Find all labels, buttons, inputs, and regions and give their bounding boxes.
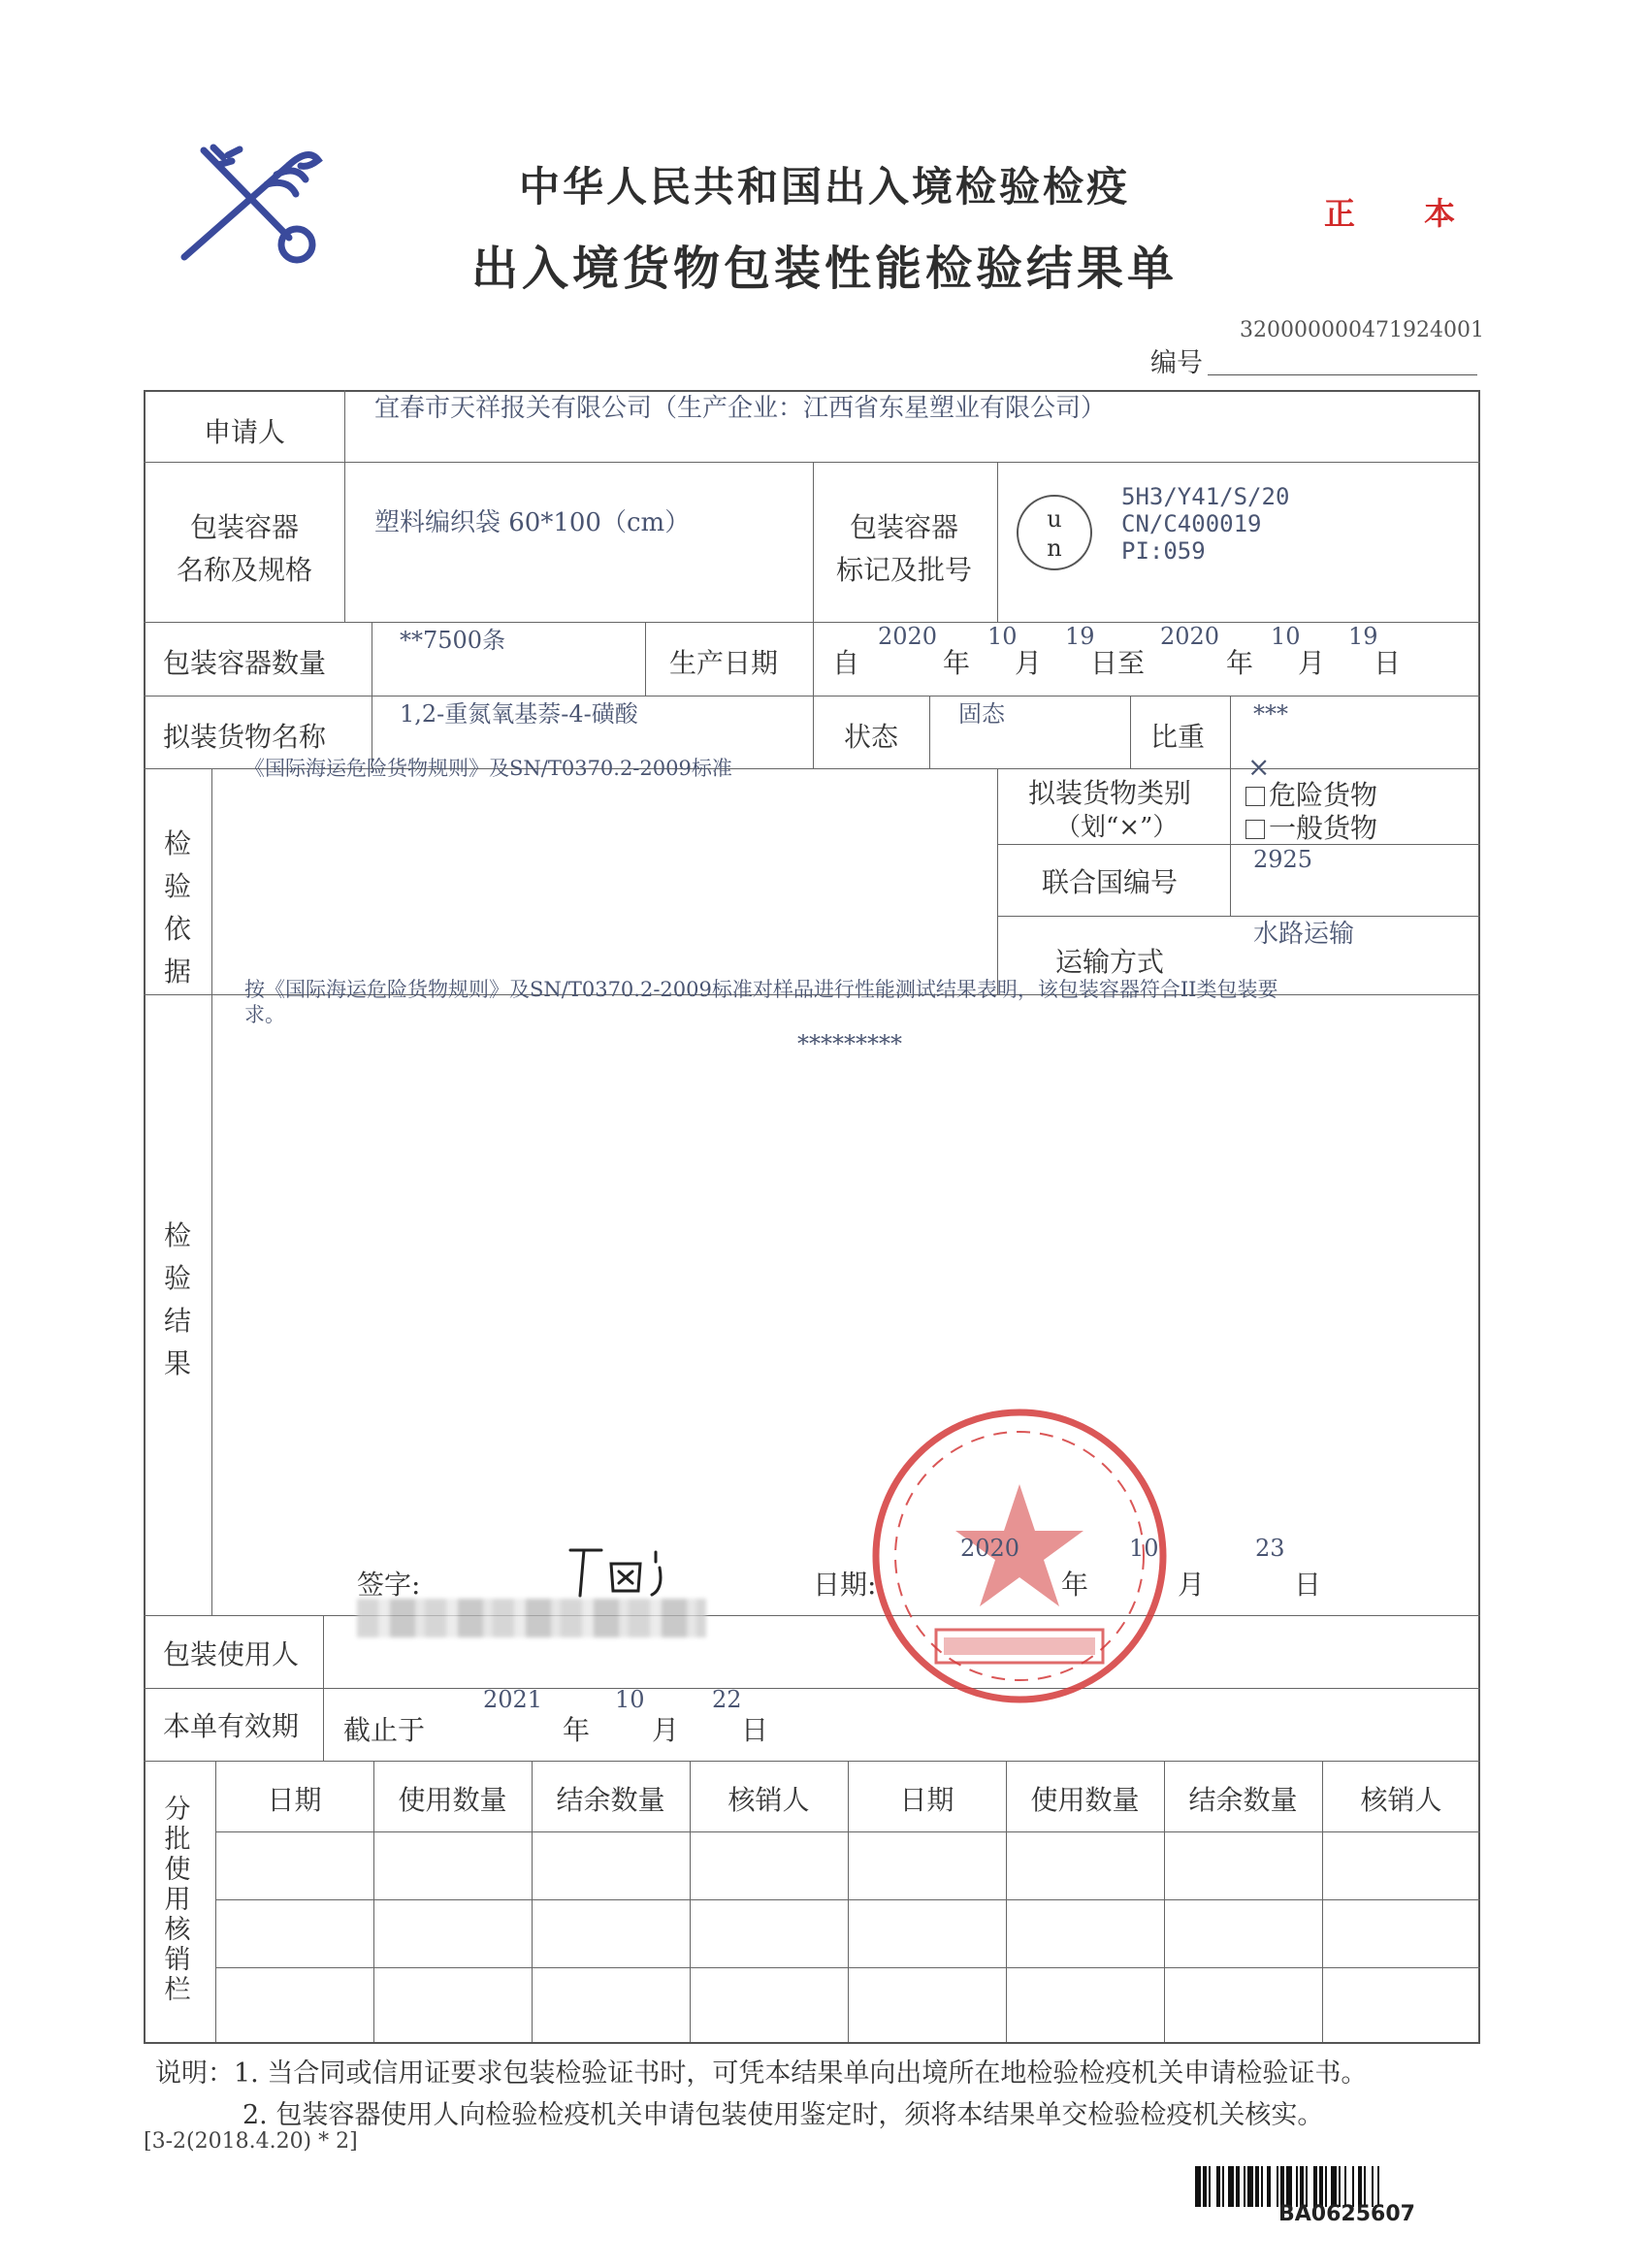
barcode-number: BA0625607 — [1278, 2202, 1415, 2226]
container-name-label-1: 包装容器 — [190, 511, 300, 543]
from-year-char: 年 — [943, 647, 971, 679]
sign-month-char: 月 — [1178, 1569, 1206, 1601]
gravity-value: *** — [1253, 700, 1288, 728]
batch-header-cell: 结余数量 — [1188, 1784, 1298, 1816]
document-code: [3-2(2018.4.20) * 2] — [144, 2129, 358, 2154]
transport-label: 运输方式 — [1055, 946, 1165, 978]
container-name-label-2: 名称及规格 — [177, 554, 313, 586]
from-year: 2020 — [878, 623, 938, 650]
validity-prefix: 截止于 — [343, 1714, 426, 1746]
col-divider — [929, 696, 930, 768]
result-label: 检验结果 — [163, 1219, 191, 1379]
valid-year-char: 年 — [563, 1714, 591, 1746]
serial-number: 320000000471924001 — [1240, 318, 1484, 342]
batch-header-cell: 使用数量 — [1030, 1784, 1140, 1816]
col-divider — [1230, 768, 1231, 916]
valid-month-char: 月 — [652, 1714, 680, 1746]
batch-label: 分批使用核销栏 — [164, 1795, 191, 2005]
row-divider — [144, 696, 1480, 697]
note2-text: 2. 包装容器使用人向检验检疫机关申请包装使用鉴定时，须将本结果单交检验检疫机关核实。 — [242, 2100, 1324, 2130]
goods-name-label: 拟装货物名称 — [163, 721, 327, 753]
batch-header-cell: 结余数量 — [556, 1784, 665, 1816]
original-mark: 正 本 — [1324, 195, 1485, 232]
valid-day-char: 日 — [741, 1714, 769, 1746]
to-day: 19 — [1348, 623, 1378, 650]
col-divider — [997, 462, 998, 622]
mark-line1: 5H3/Y41/S/20 — [1121, 483, 1290, 510]
result-line1: 按《国际海运危险货物规则》及SN/T0370.2-2009标准对样品进行性能测试结果表明，该包装容器符合II类包装要 — [244, 978, 1278, 1001]
un-mark-symbol — [1017, 495, 1092, 570]
row-divider — [144, 1615, 1480, 1616]
valid-year: 2021 — [483, 1686, 543, 1713]
batch-header-cell: 使用数量 — [398, 1784, 507, 1816]
barcode — [1195, 2166, 1486, 2207]
row-divider — [997, 844, 1480, 845]
applicant-value: 宜春市天祥报关有限公司（生产企业：江西省东星塑业有限公司） — [374, 394, 1107, 423]
batch-header-cell: 核销人 — [1360, 1784, 1442, 1816]
from-day: 19 — [1065, 623, 1095, 650]
from-month-char: 月 — [1015, 647, 1043, 679]
sign-label: 签字: — [357, 1569, 421, 1601]
un-mark-bottom: n — [1047, 535, 1062, 562]
state-value: 固态 — [958, 700, 1005, 728]
col-divider — [813, 462, 814, 622]
to-month: 10 — [1271, 623, 1301, 650]
sign-year: 2020 — [960, 1535, 1020, 1562]
signature-scribble — [563, 1542, 718, 1601]
category-label-2: （划“×”） — [1055, 813, 1179, 842]
row-divider — [144, 1688, 1480, 1689]
applicant-label: 申请人 — [204, 416, 286, 448]
col-divider — [323, 1615, 324, 1761]
container-name-value: 塑料编织袋 60*100（cm） — [374, 508, 691, 537]
result-line2: 求。 — [244, 1003, 285, 1026]
col-divider — [211, 768, 212, 1615]
row-divider — [997, 916, 1480, 917]
state-label: 状态 — [844, 721, 899, 753]
col-divider — [813, 696, 814, 768]
serial-underline — [1208, 374, 1477, 375]
redacted-user-info — [357, 1599, 706, 1637]
from-month: 10 — [987, 623, 1018, 650]
mark-line3: PI:059 — [1121, 537, 1206, 565]
basis-value: 《国际海运危险货物规则》及SN/T0370.2-2009标准 — [244, 757, 732, 780]
to-year: 2020 — [1160, 623, 1220, 650]
date-from-label: 自 — [832, 647, 860, 679]
col-divider — [344, 390, 345, 622]
sign-day-char: 日 — [1294, 1569, 1322, 1601]
col-divider — [1130, 696, 1131, 768]
un-mark-top: u — [1047, 505, 1062, 533]
header-title-line2: 出入境货物包装性能检验结果单 — [470, 242, 1178, 296]
category-dangerous-label: 危险货物 — [1269, 779, 1378, 811]
barcode-bar — [1379, 2166, 1383, 2207]
container-mark-label-1: 包装容器 — [850, 511, 959, 543]
row-divider — [144, 1761, 1480, 1762]
result-stars: ********* — [797, 1030, 902, 1057]
validity-label: 本单有效期 — [163, 1710, 300, 1742]
category-mark: × — [1247, 751, 1271, 783]
serial-label: 编号 — [1150, 348, 1203, 378]
category-label-1: 拟装货物类别 — [1028, 777, 1192, 809]
container-mark-label-2: 标记及批号 — [836, 554, 973, 586]
dangerous-checkbox[interactable] — [1245, 787, 1265, 806]
category-general-option[interactable] — [1245, 807, 1377, 846]
valid-month: 10 — [615, 1686, 645, 1713]
valid-day: 22 — [712, 1686, 742, 1713]
col-divider — [813, 622, 814, 696]
col-divider — [645, 622, 646, 696]
col-divider — [997, 768, 998, 994]
goods-name-value: 1,2-重氮氧基萘-4-磺酸 — [400, 700, 638, 728]
quantity-label: 包装容器数量 — [163, 647, 327, 679]
sign-month: 10 — [1129, 1535, 1159, 1562]
basis-label: 检验依据 — [163, 827, 191, 988]
to-month-char: 月 — [1298, 647, 1326, 679]
mark-line2: CN/C400019 — [1121, 510, 1262, 537]
sign-year-char: 年 — [1061, 1569, 1089, 1601]
batch-header-cell: 核销人 — [728, 1784, 810, 1816]
to-year-char: 年 — [1226, 647, 1254, 679]
to-day-char: 日 — [1374, 647, 1402, 679]
notes-prefix: 说明： — [155, 2058, 234, 2089]
day-to-label: 日至 — [1090, 647, 1146, 679]
col-divider — [1230, 696, 1231, 768]
category-general-label: 一般货物 — [1269, 812, 1378, 844]
production-date-label: 生产日期 — [669, 647, 779, 679]
un-number-label: 联合国编号 — [1042, 866, 1179, 898]
un-number-value: 2925 — [1253, 846, 1313, 873]
general-checkbox[interactable] — [1245, 820, 1265, 839]
note1-text: 1. 当合同或信用证要求包装检验证书时，可凭本结果单向出境所在地检验检疫机关申请检验证书。 — [234, 2058, 1368, 2089]
notes-line1 — [155, 2052, 1367, 2090]
sign-day: 23 — [1255, 1535, 1285, 1562]
gravity-label: 比重 — [1150, 721, 1206, 753]
quantity-value: **7500条 — [400, 627, 506, 654]
user-label: 包装使用人 — [163, 1638, 300, 1670]
transport-value: 水路运输 — [1253, 920, 1355, 949]
date-label: 日期: — [813, 1569, 877, 1601]
batch-header-cell: 日期 — [267, 1784, 322, 1816]
batch-header-cell: 日期 — [899, 1784, 954, 1816]
header-title-line1: 中华人民共和国出入境检验检疫 — [518, 163, 1130, 211]
